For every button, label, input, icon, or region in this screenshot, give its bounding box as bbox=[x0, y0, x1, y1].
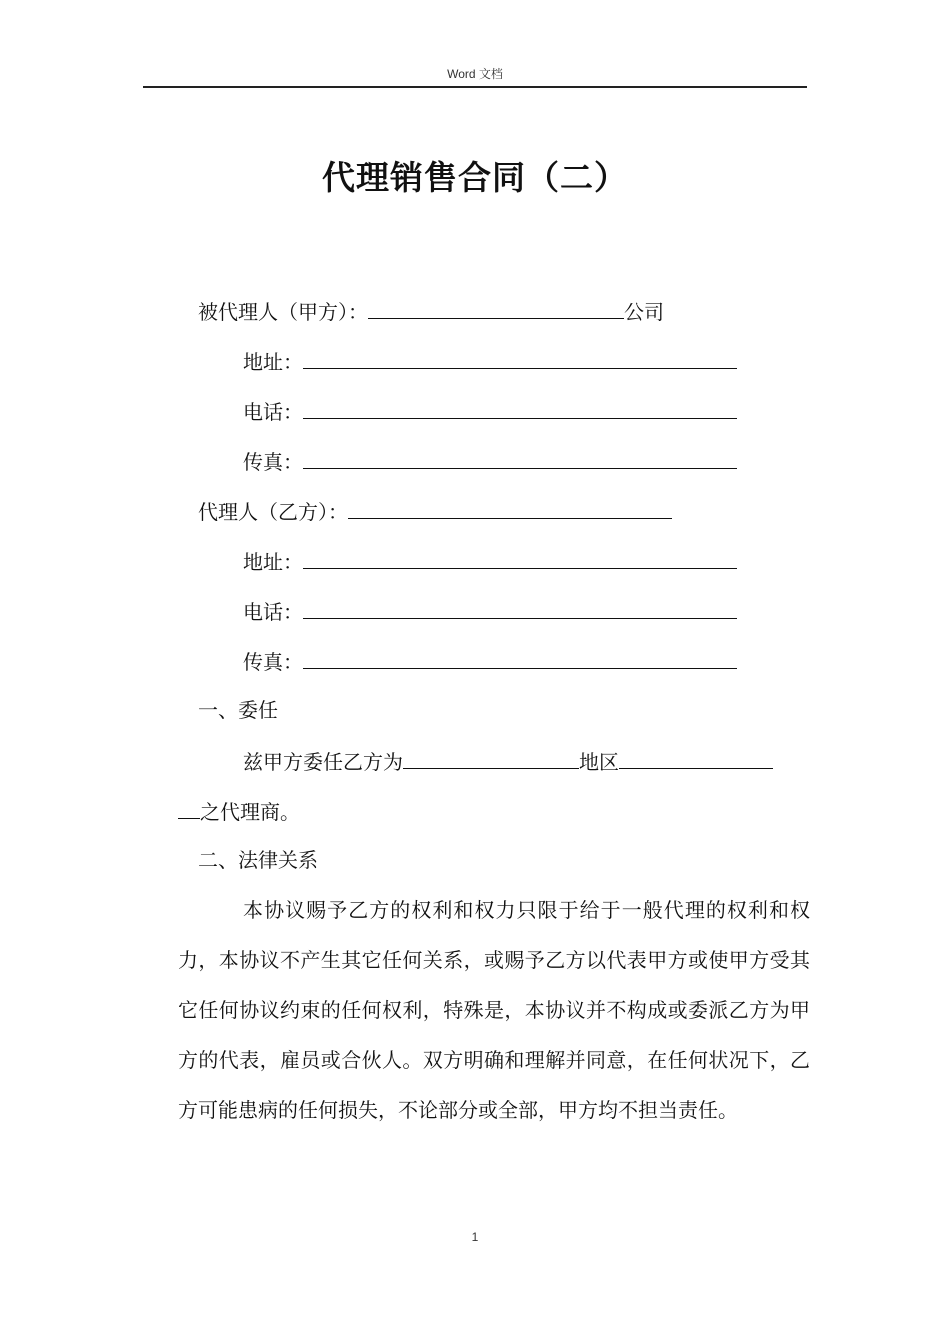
party-a-fax-blank[interactable] bbox=[303, 446, 737, 469]
party-b-fax-blank[interactable] bbox=[303, 646, 737, 669]
party-b-label: 代理人（乙方）： bbox=[198, 500, 348, 524]
party-a-line bbox=[198, 296, 664, 326]
party-b-address-blank[interactable] bbox=[303, 546, 737, 569]
party-a-name-blank[interactable] bbox=[368, 296, 624, 319]
party-b-fax-label: 传真： bbox=[243, 650, 303, 674]
party-b-phone-label: 电话： bbox=[243, 600, 303, 624]
document-title: 代理销售合同（二） bbox=[322, 158, 628, 197]
party-b-line bbox=[198, 496, 672, 526]
party-b-fax-line bbox=[243, 646, 737, 676]
region-blank-continued[interactable] bbox=[178, 796, 200, 819]
agent-appointee-blank[interactable] bbox=[403, 746, 579, 769]
region-blank[interactable] bbox=[619, 746, 773, 769]
header-divider bbox=[143, 86, 807, 88]
party-a-phone-blank[interactable] bbox=[303, 396, 737, 419]
party-a-fax-label: 传真： bbox=[243, 450, 303, 474]
party-a-suffix: 公司 bbox=[624, 300, 664, 324]
section-1-line-1 bbox=[243, 746, 773, 776]
party-a-phone-line bbox=[243, 396, 737, 426]
party-a-address-line bbox=[243, 346, 737, 376]
section-1-text-start: 兹甲方委任乙方为 bbox=[243, 750, 403, 774]
section-2-body-text: 本协议赐予乙方的权利和权力只限于给于一般代理的权利和权力，本协议不产生其它任何关系，或赐予乙方以代表甲方或使甲方受其它任何协议约束的任何权利，特殊是，本协议并不构成或委派乙方为甲方的代表，雇员或合伙人。双方明确和理解并同意，在任何状况下，乙方可能患病的任何损失，不论部分或全部，甲方均不担当责任。 bbox=[178, 898, 810, 1122]
section-1-line-2 bbox=[178, 796, 300, 826]
party-b-phone-blank[interactable] bbox=[303, 596, 737, 619]
page-header: Word 文档 bbox=[447, 67, 503, 81]
section-2-heading: 二、法律关系 bbox=[198, 848, 318, 872]
page-number: 1 bbox=[471, 1230, 479, 1244]
party-b-address-line bbox=[243, 546, 737, 576]
party-b-name-blank[interactable] bbox=[348, 496, 672, 519]
party-a-phone-label: 电话： bbox=[243, 400, 303, 424]
party-a-label: 被代理人（甲方）： bbox=[198, 300, 368, 324]
party-a-fax-line bbox=[243, 446, 737, 476]
section-2-body bbox=[178, 885, 810, 1135]
section-1-text-end: 之代理商。 bbox=[200, 800, 300, 824]
section-1-heading: 一、委任 bbox=[198, 698, 278, 722]
party-b-address-label: 地址： bbox=[243, 550, 303, 574]
party-a-address-blank[interactable] bbox=[303, 346, 737, 369]
party-b-phone-line bbox=[243, 596, 737, 626]
party-a-address-label: 地址： bbox=[243, 350, 303, 374]
section-1-region-label: 地区 bbox=[579, 750, 619, 774]
